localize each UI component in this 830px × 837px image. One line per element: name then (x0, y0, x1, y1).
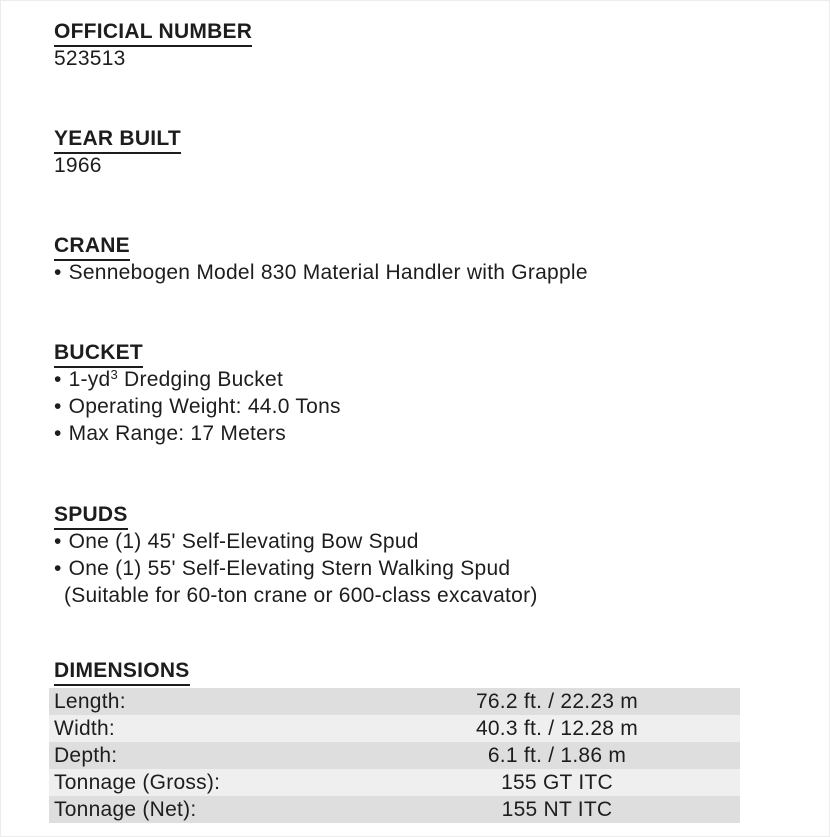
spuds-item-text: One (1) 45' Self-Elevating Bow Spud (68, 530, 419, 553)
spuds-heading-text: SPUDS (54, 503, 128, 530)
dimensions-heading (54, 657, 829, 684)
dimension-value: 155 GT ITC (501, 771, 613, 794)
bullet-icon: • (54, 395, 62, 418)
bucket-heading (54, 339, 829, 366)
dimension-value: 155 NT ITC (501, 798, 613, 821)
table-row (49, 796, 740, 823)
spec-sheet-content (1, 18, 829, 823)
dimension-label: Width: (54, 717, 116, 740)
spuds-heading (54, 501, 829, 528)
dimensions-heading-text: DIMENSIONS (54, 659, 190, 686)
dimension-label: Depth: (54, 744, 118, 767)
dimension-label: Tonnage (Gross): (54, 771, 221, 794)
bullet-icon: • (54, 422, 62, 445)
crane-bullet-item (54, 259, 829, 286)
superscript-3: 3 (110, 367, 118, 382)
spuds-bullet-item (54, 528, 829, 555)
bucket-bullet-item (54, 366, 829, 393)
bucket-bullet-item (54, 393, 829, 420)
bucket-heading-text: BUCKET (54, 341, 143, 368)
bucket-item-text: Max Range: 17 Meters (68, 422, 287, 445)
bullet-icon: • (54, 530, 62, 553)
dimension-value: 76.2 ft. / 22.23 m (475, 690, 639, 713)
dimensions-table (49, 688, 740, 823)
spuds-continuation-text: (Suitable for 60-ton crane or 600-class excavator) (64, 584, 538, 607)
crane-heading (54, 232, 829, 259)
table-row (49, 688, 740, 715)
year-built-heading-text: YEAR BUILT (54, 127, 181, 154)
year-built-heading (54, 125, 829, 152)
crane-item-text: Sennebogen Model 830 Material Handler with Grapple (68, 261, 588, 284)
spuds-item-text: One (1) 55' Self-Elevating Stern Walking Spud (68, 557, 511, 580)
dimension-label: Length: (54, 690, 126, 713)
bucket-item-text: $1-yd^3$ Dredging Bucket (68, 367, 284, 391)
dimension-label: Tonnage (Net): (54, 798, 197, 821)
table-row (49, 715, 740, 742)
official-number-value: 523513 (54, 47, 126, 70)
crane-heading-text: CRANE (54, 234, 130, 261)
bullet-icon: • (54, 261, 62, 284)
bucket-bullet-item (54, 420, 829, 447)
year-built-value: 1966 (54, 154, 102, 177)
dimension-value: 6.1 ft. / 1.86 m (487, 744, 627, 767)
official-number-heading (54, 18, 829, 45)
bullet-icon: • (54, 368, 62, 391)
bucket-item-text: Operating Weight: 44.0 Tons (68, 395, 341, 418)
official-number-heading-text: OFFICIAL NUMBER (54, 20, 252, 47)
bullet-icon: • (54, 557, 62, 580)
dimension-value: 40.3 ft. / 12.28 m (475, 717, 639, 740)
table-row (49, 769, 740, 796)
table-row (49, 742, 740, 769)
spuds-bullet-item (54, 555, 829, 582)
